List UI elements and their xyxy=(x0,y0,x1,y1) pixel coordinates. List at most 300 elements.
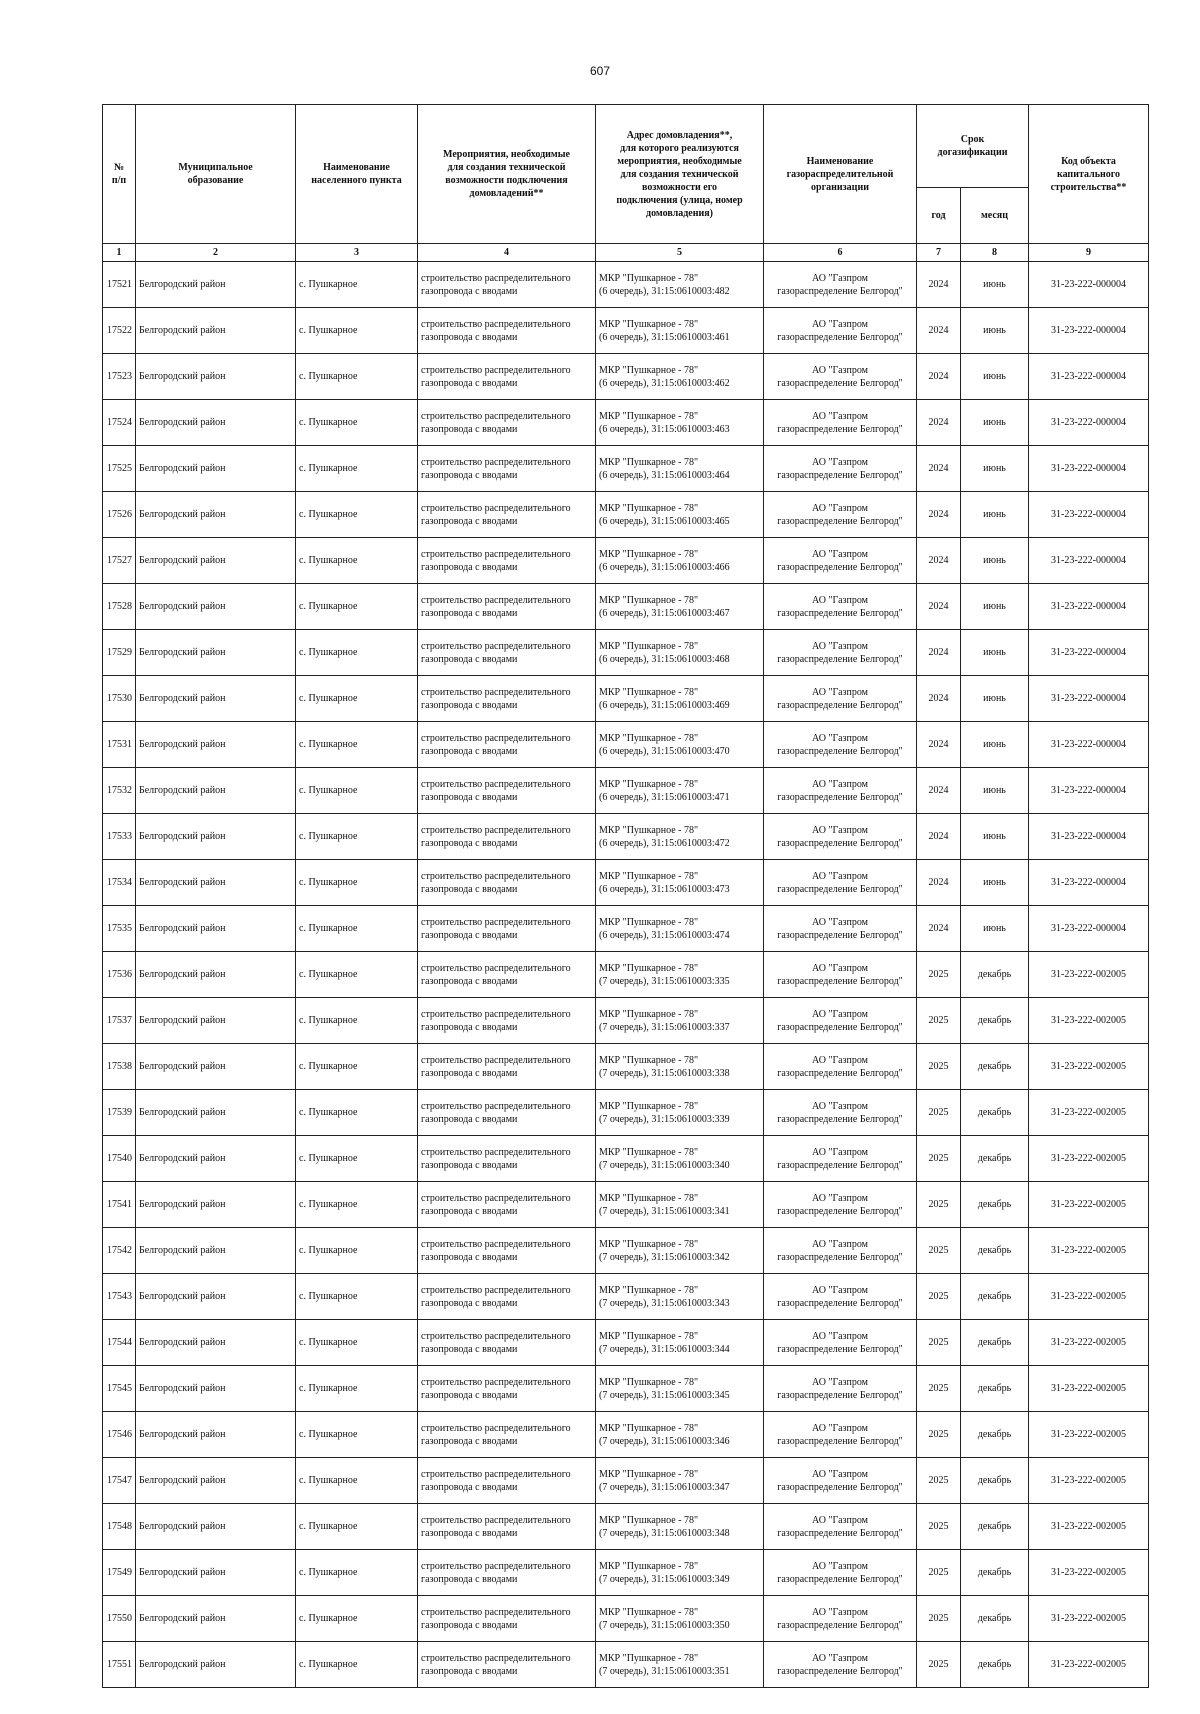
cell-year: 2024 xyxy=(917,768,961,814)
org-line: АО "Газпром xyxy=(812,916,868,928)
measures-line: строительство распределительного xyxy=(421,1284,571,1296)
cell-num: 17540 xyxy=(103,1136,136,1182)
cell-measures xyxy=(418,1136,596,1182)
org-line: газораспределение Белгород" xyxy=(777,515,903,527)
org-line: АО "Газпром xyxy=(812,594,868,606)
header-year: год xyxy=(917,188,961,244)
address-line: (6 очередь), 31:15:0610003:467 xyxy=(599,607,730,619)
cell-measures xyxy=(418,1044,596,1090)
cell-measures xyxy=(418,446,596,492)
cell-measures xyxy=(418,860,596,906)
cell-year: 2025 xyxy=(917,1458,961,1504)
org-line: АО "Газпром xyxy=(812,870,868,882)
address-line: (6 очередь), 31:15:0610003:471 xyxy=(599,791,730,803)
cell-settlement: с. Пушкарное xyxy=(296,1504,418,1550)
cell-settlement: с. Пушкарное xyxy=(296,1642,418,1688)
cell-num: 17542 xyxy=(103,1228,136,1274)
measures-line: строительство распределительного xyxy=(421,1606,571,1618)
measures-line: строительство распределительного xyxy=(421,548,571,560)
address-line: МКР "Пушкарное - 78" xyxy=(599,1652,699,1664)
cell-year: 2024 xyxy=(917,630,961,676)
cell-code: 31-23-222-002005 xyxy=(1029,1458,1149,1504)
org-line: АО "Газпром xyxy=(812,1008,868,1020)
cell-month: июнь xyxy=(961,630,1029,676)
org-line: АО "Газпром xyxy=(812,410,868,422)
table-row xyxy=(103,1090,1149,1136)
cell-num: 17534 xyxy=(103,860,136,906)
column-number: 7 xyxy=(917,244,961,262)
measures-line: газопровода с вводами xyxy=(421,1481,518,1493)
cell-num: 17543 xyxy=(103,1274,136,1320)
header-code: Код объекта капитального строительства** xyxy=(1029,105,1149,244)
cell-code: 31-23-222-002005 xyxy=(1029,1182,1149,1228)
cell-month: июнь xyxy=(961,584,1029,630)
measures-line: газопровода с вводами xyxy=(421,1067,518,1079)
address-line: (6 очередь), 31:15:0610003:461 xyxy=(599,331,730,343)
org-line: газораспределение Белгород" xyxy=(777,469,903,481)
address-line: (7 очередь), 31:15:0610003:343 xyxy=(599,1297,730,1309)
cell-org xyxy=(764,262,917,308)
cell-measures xyxy=(418,906,596,952)
cell-org xyxy=(764,400,917,446)
measures-line: строительство распределительного xyxy=(421,456,571,468)
cell-municipality: Белгородский район xyxy=(136,814,296,860)
column-number: 3 xyxy=(296,244,418,262)
table-row xyxy=(103,400,1149,446)
cell-month: июнь xyxy=(961,722,1029,768)
address-line: (7 очередь), 31:15:0610003:337 xyxy=(599,1021,730,1033)
org-line: газораспределение Белгород" xyxy=(777,1113,903,1125)
cell-org xyxy=(764,584,917,630)
cell-municipality: Белгородский район xyxy=(136,1320,296,1366)
cell-address xyxy=(596,584,764,630)
cell-month: июнь xyxy=(961,354,1029,400)
cell-year: 2024 xyxy=(917,584,961,630)
cell-org xyxy=(764,1366,917,1412)
cell-settlement: с. Пушкарное xyxy=(296,400,418,446)
cell-address xyxy=(596,1136,764,1182)
org-line: АО "Газпром xyxy=(812,686,868,698)
cell-settlement: с. Пушкарное xyxy=(296,768,418,814)
cell-year: 2025 xyxy=(917,1228,961,1274)
address-line: МКР "Пушкарное - 78" xyxy=(599,1560,699,1572)
org-line: АО "Газпром xyxy=(812,1606,868,1618)
cell-address xyxy=(596,814,764,860)
cell-year: 2025 xyxy=(917,1182,961,1228)
org-line: газораспределение Белгород" xyxy=(777,1619,903,1631)
address-line: МКР "Пушкарное - 78" xyxy=(599,1606,699,1618)
table-row xyxy=(103,1320,1149,1366)
address-line: МКР "Пушкарное - 78" xyxy=(599,1008,699,1020)
cell-settlement: с. Пушкарное xyxy=(296,860,418,906)
measures-line: газопровода с вводами xyxy=(421,561,518,573)
cell-num: 17528 xyxy=(103,584,136,630)
cell-municipality: Белгородский район xyxy=(136,446,296,492)
cell-year: 2024 xyxy=(917,492,961,538)
org-line: газораспределение Белгород" xyxy=(777,1021,903,1033)
cell-settlement: с. Пушкарное xyxy=(296,722,418,768)
address-line: МКР "Пушкарное - 78" xyxy=(599,778,699,790)
cell-year: 2025 xyxy=(917,1550,961,1596)
cell-org xyxy=(764,308,917,354)
cell-municipality: Белгородский район xyxy=(136,1274,296,1320)
cell-settlement: с. Пушкарное xyxy=(296,1182,418,1228)
cell-year: 2024 xyxy=(917,446,961,492)
measures-line: газопровода с вводами xyxy=(421,1205,518,1217)
cell-address xyxy=(596,1550,764,1596)
cell-num: 17545 xyxy=(103,1366,136,1412)
column-number: 6 xyxy=(764,244,917,262)
address-line: МКР "Пушкарное - 78" xyxy=(599,732,699,744)
cell-address xyxy=(596,1458,764,1504)
cell-municipality: Белгородский район xyxy=(136,262,296,308)
cell-num: 17544 xyxy=(103,1320,136,1366)
cell-municipality: Белгородский район xyxy=(136,1366,296,1412)
cell-municipality: Белгородский район xyxy=(136,630,296,676)
cell-address xyxy=(596,1320,764,1366)
address-line: (6 очередь), 31:15:0610003:463 xyxy=(599,423,730,435)
cell-num: 17547 xyxy=(103,1458,136,1504)
org-line: АО "Газпром xyxy=(812,1376,868,1388)
org-line: газораспределение Белгород" xyxy=(777,929,903,941)
measures-line: газопровода с вводами xyxy=(421,515,518,527)
cell-settlement: с. Пушкарное xyxy=(296,354,418,400)
cell-code: 31-23-222-000004 xyxy=(1029,860,1149,906)
cell-num: 17536 xyxy=(103,952,136,998)
cell-year: 2025 xyxy=(917,1596,961,1642)
measures-line: строительство распределительного xyxy=(421,1652,571,1664)
measures-line: строительство распределительного xyxy=(421,1330,571,1342)
cell-month: июнь xyxy=(961,768,1029,814)
address-line: МКР "Пушкарное - 78" xyxy=(599,1284,699,1296)
org-line: газораспределение Белгород" xyxy=(777,791,903,803)
cell-year: 2025 xyxy=(917,952,961,998)
measures-line: строительство распределительного xyxy=(421,364,571,376)
measures-line: строительство распределительного xyxy=(421,686,571,698)
measures-line: строительство распределительного xyxy=(421,318,571,330)
org-line: газораспределение Белгород" xyxy=(777,561,903,573)
cell-code: 31-23-222-002005 xyxy=(1029,1504,1149,1550)
org-line: газораспределение Белгород" xyxy=(777,1343,903,1355)
cell-year: 2024 xyxy=(917,860,961,906)
cell-num: 17541 xyxy=(103,1182,136,1228)
table-row xyxy=(103,768,1149,814)
cell-address xyxy=(596,998,764,1044)
cell-settlement: с. Пушкарное xyxy=(296,1596,418,1642)
cell-measures xyxy=(418,262,596,308)
header-num: № п/п xyxy=(103,105,136,244)
measures-line: газопровода с вводами xyxy=(421,1021,518,1033)
cell-measures xyxy=(418,1458,596,1504)
cell-num: 17525 xyxy=(103,446,136,492)
cell-code: 31-23-222-000004 xyxy=(1029,308,1149,354)
measures-line: газопровода с вводами xyxy=(421,975,518,987)
org-line: газораспределение Белгород" xyxy=(777,331,903,343)
cell-month: июнь xyxy=(961,262,1029,308)
cell-measures xyxy=(418,584,596,630)
org-line: АО "Газпром xyxy=(812,1284,868,1296)
address-line: (7 очередь), 31:15:0610003:342 xyxy=(599,1251,730,1263)
org-line: газораспределение Белгород" xyxy=(777,607,903,619)
measures-line: газопровода с вводами xyxy=(421,1527,518,1539)
cell-settlement: с. Пушкарное xyxy=(296,446,418,492)
cell-month: декабрь xyxy=(961,1090,1029,1136)
cell-settlement: с. Пушкарное xyxy=(296,584,418,630)
table-row xyxy=(103,1228,1149,1274)
cell-num: 17527 xyxy=(103,538,136,584)
org-line: АО "Газпром xyxy=(812,778,868,790)
cell-code: 31-23-222-002005 xyxy=(1029,1366,1149,1412)
address-line: (7 очередь), 31:15:0610003:340 xyxy=(599,1159,730,1171)
header-municipality: Муниципальное образование xyxy=(136,105,296,244)
cell-measures xyxy=(418,814,596,860)
measures-line: строительство распределительного xyxy=(421,640,571,652)
cell-code: 31-23-222-000004 xyxy=(1029,768,1149,814)
measures-line: газопровода с вводами xyxy=(421,1251,518,1263)
cell-code: 31-23-222-002005 xyxy=(1029,1550,1149,1596)
header-measures: Мероприятия, необходимые для создания технической возможности подключения домовладений** xyxy=(418,105,596,244)
org-line: АО "Газпром xyxy=(812,364,868,376)
org-line: АО "Газпром xyxy=(812,272,868,284)
cell-measures xyxy=(418,630,596,676)
org-line: газораспределение Белгород" xyxy=(777,1527,903,1539)
cell-address xyxy=(596,860,764,906)
measures-line: строительство распределительного xyxy=(421,272,571,284)
org-line: АО "Газпром xyxy=(812,502,868,514)
cell-address xyxy=(596,262,764,308)
measures-line: строительство распределительного xyxy=(421,594,571,606)
address-line: (7 очередь), 31:15:0610003:338 xyxy=(599,1067,730,1079)
cell-measures xyxy=(418,538,596,584)
table-row xyxy=(103,308,1149,354)
org-line: газораспределение Белгород" xyxy=(777,975,903,987)
measures-line: газопровода с вводами xyxy=(421,1389,518,1401)
cell-year: 2025 xyxy=(917,1044,961,1090)
cell-measures xyxy=(418,722,596,768)
table-row xyxy=(103,906,1149,952)
cell-org xyxy=(764,768,917,814)
cell-month: июнь xyxy=(961,538,1029,584)
cell-settlement: с. Пушкарное xyxy=(296,906,418,952)
cell-month: декабрь xyxy=(961,1458,1029,1504)
cell-municipality: Белгородский район xyxy=(136,1228,296,1274)
cell-address xyxy=(596,768,764,814)
table-row xyxy=(103,814,1149,860)
cell-municipality: Белгородский район xyxy=(136,1136,296,1182)
cell-org xyxy=(764,1596,917,1642)
cell-org xyxy=(764,906,917,952)
cell-measures xyxy=(418,492,596,538)
org-line: АО "Газпром xyxy=(812,1560,868,1572)
cell-org xyxy=(764,676,917,722)
cell-measures xyxy=(418,1366,596,1412)
org-line: газораспределение Белгород" xyxy=(777,1251,903,1263)
org-line: газораспределение Белгород" xyxy=(777,1481,903,1493)
cell-address xyxy=(596,1228,764,1274)
cell-municipality: Белгородский район xyxy=(136,952,296,998)
cell-measures xyxy=(418,1412,596,1458)
org-line: АО "Газпром xyxy=(812,1422,868,1434)
cell-settlement: с. Пушкарное xyxy=(296,262,418,308)
cell-year: 2025 xyxy=(917,1504,961,1550)
address-line: МКР "Пушкарное - 78" xyxy=(599,1422,699,1434)
org-line: АО "Газпром xyxy=(812,1192,868,1204)
address-line: (7 очередь), 31:15:0610003:344 xyxy=(599,1343,730,1355)
table-row xyxy=(103,262,1149,308)
cell-year: 2024 xyxy=(917,400,961,446)
address-line: МКР "Пушкарное - 78" xyxy=(599,1330,699,1342)
cell-settlement: с. Пушкарное xyxy=(296,492,418,538)
cell-code: 31-23-222-002005 xyxy=(1029,1642,1149,1688)
cell-address xyxy=(596,446,764,492)
address-line: (7 очередь), 31:15:0610003:347 xyxy=(599,1481,730,1493)
org-line: АО "Газпром xyxy=(812,1514,868,1526)
measures-line: строительство распределительного xyxy=(421,1514,571,1526)
measures-line: газопровода с вводами xyxy=(421,929,518,941)
cell-municipality: Белгородский район xyxy=(136,998,296,1044)
table-row xyxy=(103,446,1149,492)
cell-month: июнь xyxy=(961,906,1029,952)
measures-line: газопровода с вводами xyxy=(421,1159,518,1171)
cell-settlement: с. Пушкарное xyxy=(296,630,418,676)
cell-org xyxy=(764,1458,917,1504)
table-row xyxy=(103,1550,1149,1596)
cell-code: 31-23-222-000004 xyxy=(1029,722,1149,768)
org-line: АО "Газпром xyxy=(812,1238,868,1250)
measures-line: строительство распределительного xyxy=(421,824,571,836)
cell-measures xyxy=(418,1274,596,1320)
cell-num: 17524 xyxy=(103,400,136,446)
page-number: 607 xyxy=(589,64,611,78)
address-line: МКР "Пушкарное - 78" xyxy=(599,502,699,514)
cell-measures xyxy=(418,1504,596,1550)
cell-num: 17522 xyxy=(103,308,136,354)
table-row xyxy=(103,1504,1149,1550)
cell-month: июнь xyxy=(961,814,1029,860)
cell-municipality: Белгородский район xyxy=(136,722,296,768)
measures-line: строительство распределительного xyxy=(421,1054,571,1066)
measures-line: газопровода с вводами xyxy=(421,883,518,895)
org-line: АО "Газпром xyxy=(812,824,868,836)
measures-line: газопровода с вводами xyxy=(421,653,518,665)
table-row xyxy=(103,860,1149,906)
cell-num: 17550 xyxy=(103,1596,136,1642)
cell-settlement: с. Пушкарное xyxy=(296,538,418,584)
cell-address xyxy=(596,1090,764,1136)
gasification-register-table xyxy=(102,104,1149,1688)
cell-municipality: Белгородский район xyxy=(136,768,296,814)
address-line: МКР "Пушкарное - 78" xyxy=(599,272,699,284)
cell-code: 31-23-222-000004 xyxy=(1029,400,1149,446)
cell-code: 31-23-222-000004 xyxy=(1029,354,1149,400)
address-line: (6 очередь), 31:15:0610003:473 xyxy=(599,883,730,895)
cell-month: июнь xyxy=(961,446,1029,492)
cell-num: 17538 xyxy=(103,1044,136,1090)
column-number: 4 xyxy=(418,244,596,262)
cell-municipality: Белгородский район xyxy=(136,354,296,400)
cell-year: 2024 xyxy=(917,538,961,584)
measures-line: строительство распределительного xyxy=(421,1100,571,1112)
cell-month: июнь xyxy=(961,676,1029,722)
cell-org xyxy=(764,1044,917,1090)
cell-month: декабрь xyxy=(961,1320,1029,1366)
org-line: АО "Газпром xyxy=(812,1146,868,1158)
cell-month: декабрь xyxy=(961,1642,1029,1688)
cell-month: декабрь xyxy=(961,952,1029,998)
cell-measures xyxy=(418,952,596,998)
table-body xyxy=(103,262,1149,1688)
cell-num: 17532 xyxy=(103,768,136,814)
address-line: МКР "Пушкарное - 78" xyxy=(599,1238,699,1250)
cell-code: 31-23-222-002005 xyxy=(1029,1136,1149,1182)
cell-num: 17548 xyxy=(103,1504,136,1550)
org-line: газораспределение Белгород" xyxy=(777,1205,903,1217)
table-row xyxy=(103,1412,1149,1458)
cell-org xyxy=(764,1228,917,1274)
cell-municipality: Белгородский район xyxy=(136,1642,296,1688)
address-line: (7 очередь), 31:15:0610003:341 xyxy=(599,1205,730,1217)
cell-code: 31-23-222-000004 xyxy=(1029,906,1149,952)
measures-line: газопровода с вводами xyxy=(421,1297,518,1309)
cell-org xyxy=(764,492,917,538)
org-line: АО "Газпром xyxy=(812,732,868,744)
measures-line: газопровода с вводами xyxy=(421,745,518,757)
measures-line: строительство распределительного xyxy=(421,962,571,974)
table-row xyxy=(103,492,1149,538)
cell-num: 17551 xyxy=(103,1642,136,1688)
measures-line: газопровода с вводами xyxy=(421,791,518,803)
org-line: АО "Газпром xyxy=(812,1330,868,1342)
address-line: (6 очередь), 31:15:0610003:462 xyxy=(599,377,730,389)
address-line: МКР "Пушкарное - 78" xyxy=(599,364,699,376)
header-month: месяц xyxy=(961,188,1029,244)
address-line: МКР "Пушкарное - 78" xyxy=(599,870,699,882)
org-line: АО "Газпром xyxy=(812,1468,868,1480)
cell-municipality: Белгородский район xyxy=(136,538,296,584)
address-line: (6 очередь), 31:15:0610003:464 xyxy=(599,469,730,481)
cell-code: 31-23-222-000004 xyxy=(1029,630,1149,676)
address-line: МКР "Пушкарное - 78" xyxy=(599,1146,699,1158)
cell-org xyxy=(764,1320,917,1366)
measures-line: газопровода с вводами xyxy=(421,1343,518,1355)
org-line: газораспределение Белгород" xyxy=(777,1297,903,1309)
cell-address xyxy=(596,538,764,584)
measures-line: газопровода с вводами xyxy=(421,1435,518,1447)
address-line: МКР "Пушкарное - 78" xyxy=(599,1100,699,1112)
cell-municipality: Белгородский район xyxy=(136,1550,296,1596)
org-line: газораспределение Белгород" xyxy=(777,1435,903,1447)
cell-year: 2024 xyxy=(917,308,961,354)
org-line: АО "Газпром xyxy=(812,1100,868,1112)
address-line: МКР "Пушкарное - 78" xyxy=(599,410,699,422)
measures-line: газопровода с вводами xyxy=(421,1665,518,1677)
cell-org xyxy=(764,630,917,676)
org-line: газораспределение Белгород" xyxy=(777,883,903,895)
address-line: МКР "Пушкарное - 78" xyxy=(599,916,699,928)
org-line: газораспределение Белгород" xyxy=(777,377,903,389)
cell-code: 31-23-222-002005 xyxy=(1029,1044,1149,1090)
table-row xyxy=(103,1136,1149,1182)
address-line: (6 очередь), 31:15:0610003:466 xyxy=(599,561,730,573)
address-line: МКР "Пушкарное - 78" xyxy=(599,548,699,560)
org-line: газораспределение Белгород" xyxy=(777,1665,903,1677)
org-line: АО "Газпром xyxy=(812,962,868,974)
cell-year: 2024 xyxy=(917,262,961,308)
measures-line: газопровода с вводами xyxy=(421,1619,518,1631)
cell-org xyxy=(764,1136,917,1182)
cell-year: 2025 xyxy=(917,1136,961,1182)
cell-num: 17521 xyxy=(103,262,136,308)
